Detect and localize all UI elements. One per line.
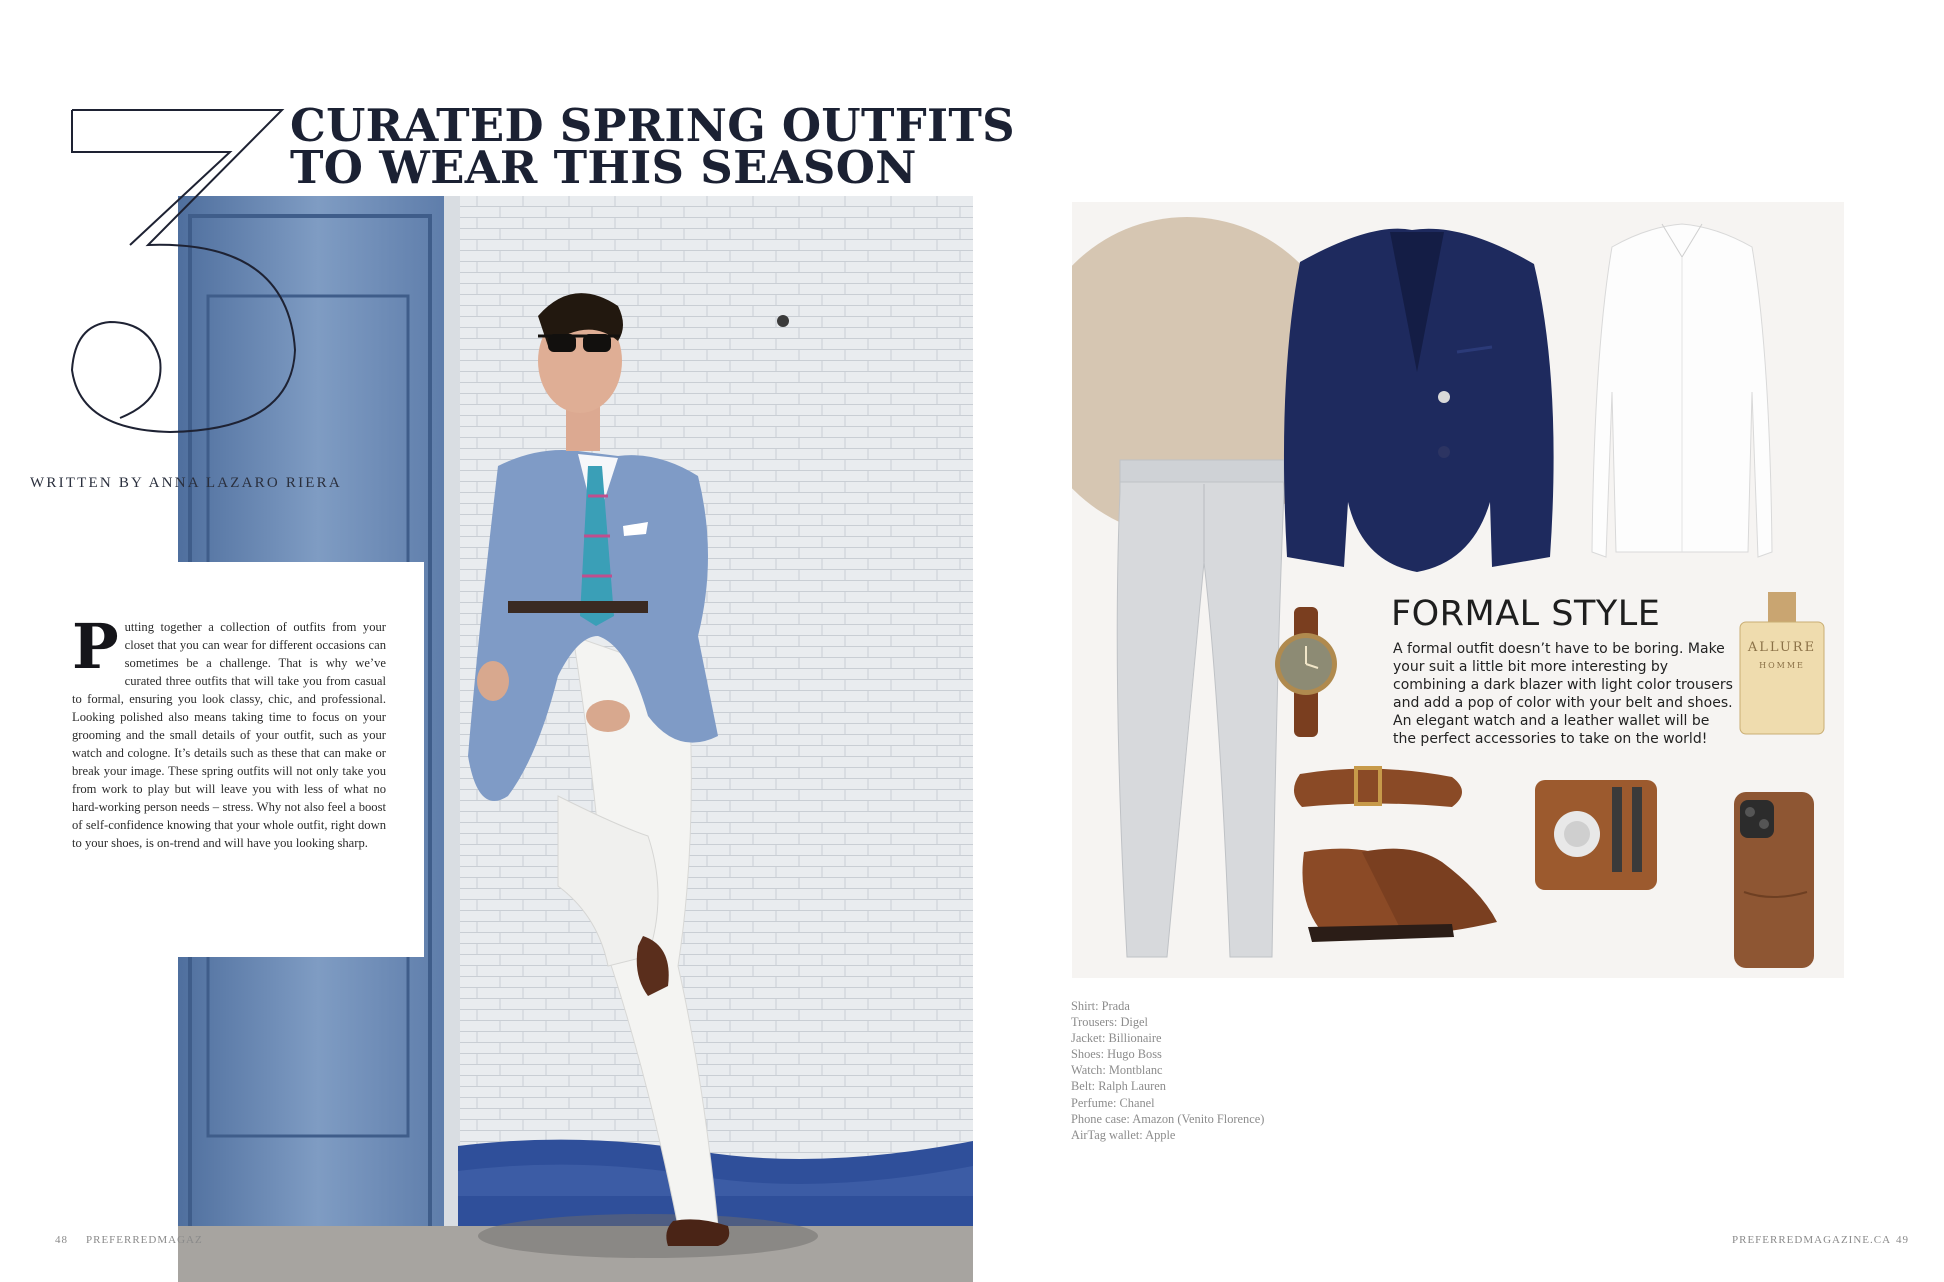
perfume-image xyxy=(1740,592,1824,734)
credit-line: Jacket: Billionaire xyxy=(1071,1031,1162,1046)
credit-line: Shoes: Hugo Boss xyxy=(1071,1047,1162,1062)
footer-site-right: PREFERREDMAGAZINE.CA xyxy=(1732,1234,1892,1246)
product-collage xyxy=(1072,202,1844,978)
formal-style-heading: FORMAL STYLE xyxy=(1391,594,1661,634)
watch-image xyxy=(1275,607,1337,737)
trousers-image xyxy=(1117,460,1284,957)
article-title xyxy=(290,99,1015,194)
shoes-image xyxy=(1302,849,1497,942)
airtag-wallet-image xyxy=(1535,780,1657,890)
credit-line: Shirt: Prada xyxy=(1071,999,1130,1013)
footer-page-number-right: 49 xyxy=(1896,1234,1909,1246)
svg-text:ALLURE: ALLURE xyxy=(1747,640,1817,655)
belt-image xyxy=(1294,768,1462,807)
byline: WRITTEN BY ANNA LAZARO RIERA xyxy=(30,475,342,491)
shirt-image xyxy=(1592,224,1772,557)
footer-site-left: PREFERREDMAGAZ xyxy=(86,1234,203,1246)
drop-cap: P xyxy=(72,610,119,683)
credit-line: Phone case: Amazon (Venito Florence) xyxy=(1071,1111,1265,1126)
footer-page-number-left: 48 xyxy=(55,1234,68,1246)
credit-line: Belt: Ralph Lauren xyxy=(1071,1079,1166,1094)
phone-case-image xyxy=(1734,792,1814,968)
title-line-1: CURATED SPRING OUTFITS xyxy=(290,99,1015,152)
formal-style-description: A formal outfit doesn’t have to be boring. Make your suit a little bit more interesting by combining a dark blazer with light color trousers and add a pop of color with your belt and shoes. An elegant watch and a leather wallet will be the perfect accessories to take on the world! xyxy=(1393,641,1733,748)
big-numeral-three-outline xyxy=(30,100,300,440)
jacket-image xyxy=(1284,229,1554,572)
svg-text:HOMME: HOMME xyxy=(1759,661,1805,670)
product-credits xyxy=(1071,998,1264,1143)
article-body-text: utting together a collection of outfits from your closet that you can wear for different occasions can sometimes be a challenge. That is why we’ve curated three outfits that will take you from casual to formal, ensuring you look classy, chic, and professional. Looking polished also means taking time to focus on your grooming and the small details of your outfit, such as your watch and cologne. It’s details such as these that can make or break your image. These spring outfits will not only take you from work to play but will leave you with less of what no hard-working person needs – stress. Why not also feel a boost of self-confidence knowing that your whole outfit, right down to your shoes, is on-trend and will have you looking sharp. xyxy=(72,620,386,850)
article-body xyxy=(72,610,386,852)
credit-line: Watch: Montblanc xyxy=(1071,1063,1163,1078)
credit-line: Trousers: Digel xyxy=(1071,1015,1148,1030)
title-line-2: TO WEAR THIS SEASON xyxy=(290,141,917,194)
credit-line: AirTag wallet: Apple xyxy=(1071,1127,1176,1142)
credit-line: Perfume: Chanel xyxy=(1071,1095,1155,1110)
